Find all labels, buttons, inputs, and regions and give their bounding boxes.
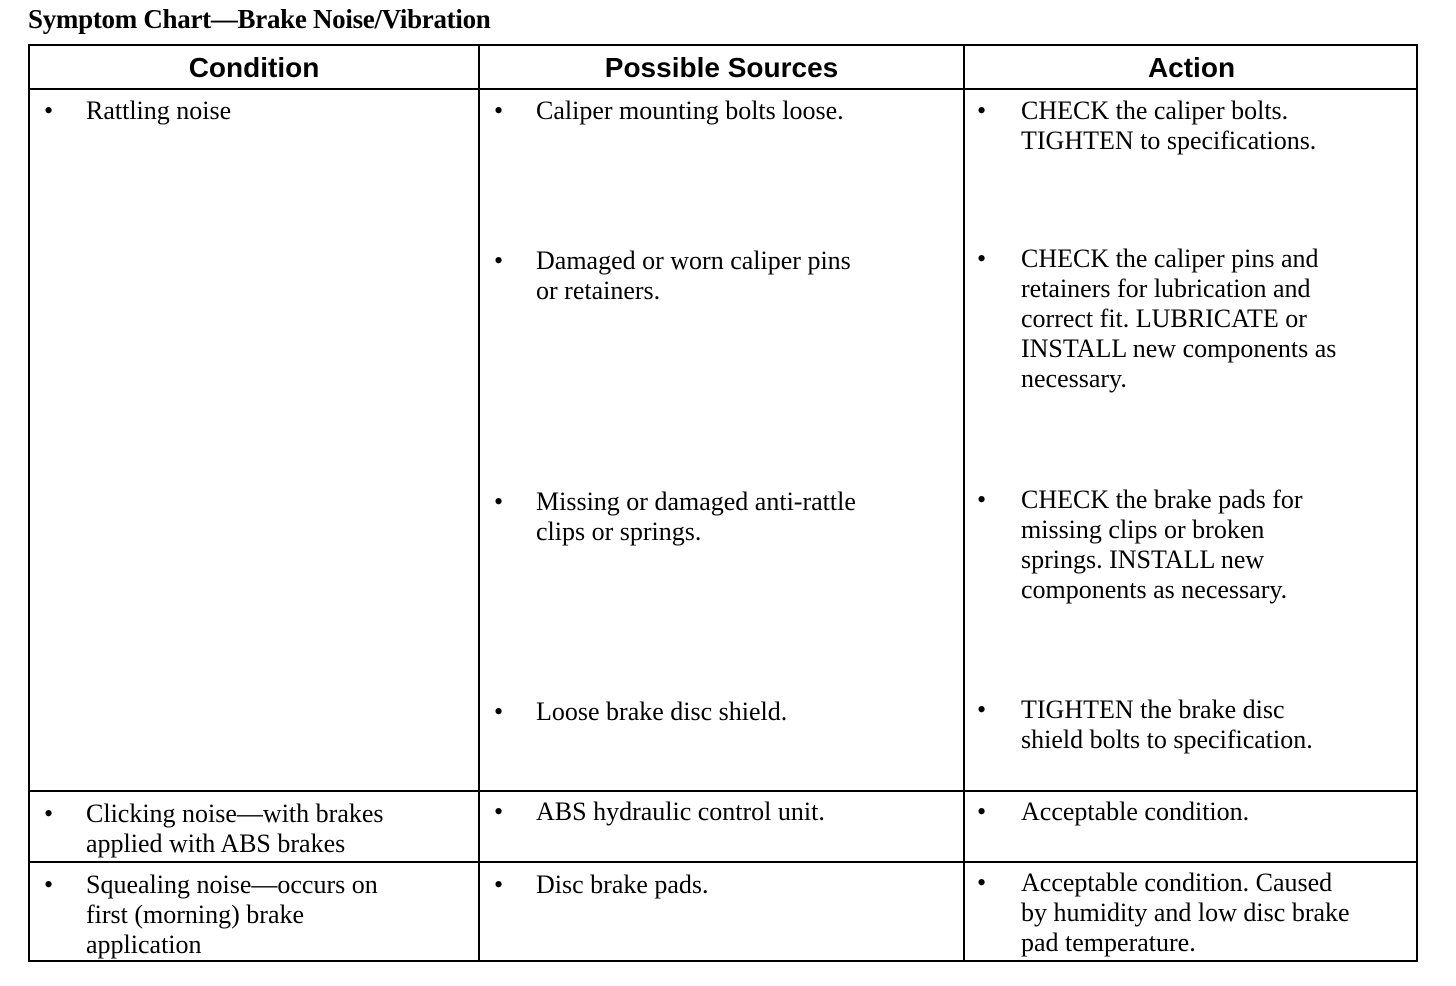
source-text: Loose brake disc shield. [536, 697, 788, 726]
action-text: Acceptable condition. [1021, 797, 1250, 826]
action-text: CHECK the caliper pins and retainers for lubrication and correct fit. LUBRICATE or INSTALL new components as necessary. [1021, 244, 1337, 393]
bullet: • [977, 868, 987, 897]
column-divider [478, 46, 480, 960]
source-text: Disc brake pads. [536, 870, 709, 899]
row-divider [30, 790, 1416, 792]
bullet: • [494, 487, 504, 516]
bullet: • [44, 96, 54, 125]
bullet: • [44, 799, 54, 828]
condition-text: Squealing noise—occurs on first (morning) brake application [86, 870, 378, 959]
bullet: • [494, 96, 504, 125]
source-text: Missing or damaged anti-rattle clips or springs. [536, 487, 856, 546]
bullet: • [977, 797, 987, 826]
condition-text: Clicking noise—with brakes applied with ABS brakes [86, 799, 384, 858]
header-condition: Condition [188, 52, 320, 83]
action-text: CHECK the brake pads for missing clips or broken springs. INSTALL new components as necessary. [1021, 485, 1303, 604]
bullet: • [977, 695, 987, 724]
source-text: Damaged or worn caliper pins or retainers. [536, 246, 851, 305]
header-possible-sources: Possible Sources [604, 52, 839, 83]
action-text: TIGHTEN the brake disc shield bolts to specification. [1021, 695, 1313, 754]
page-title: Symptom Chart—Brake Noise/Vibration [28, 4, 491, 34]
bullet: • [494, 697, 504, 726]
bullet: • [977, 96, 987, 125]
source-text: ABS hydraulic control unit. [536, 797, 825, 826]
bullet: • [494, 246, 504, 275]
bullet: • [977, 485, 987, 514]
condition-text: Rattling noise [86, 96, 232, 125]
row-divider [30, 861, 1416, 863]
action-text: CHECK the caliper bolts. TIGHTEN to specifications. [1021, 96, 1317, 155]
source-text: Caliper mounting bolts loose. [536, 96, 844, 125]
bullet: • [44, 870, 54, 899]
column-divider [963, 46, 965, 960]
bullet: • [977, 244, 987, 273]
bullet: • [494, 870, 504, 899]
bullet: • [494, 797, 504, 826]
header-action: Action [1147, 52, 1236, 83]
action-text: Acceptable condition. Caused by humidity and low disc brake pad temperature. [1021, 868, 1350, 957]
symptom-table [28, 44, 1418, 962]
